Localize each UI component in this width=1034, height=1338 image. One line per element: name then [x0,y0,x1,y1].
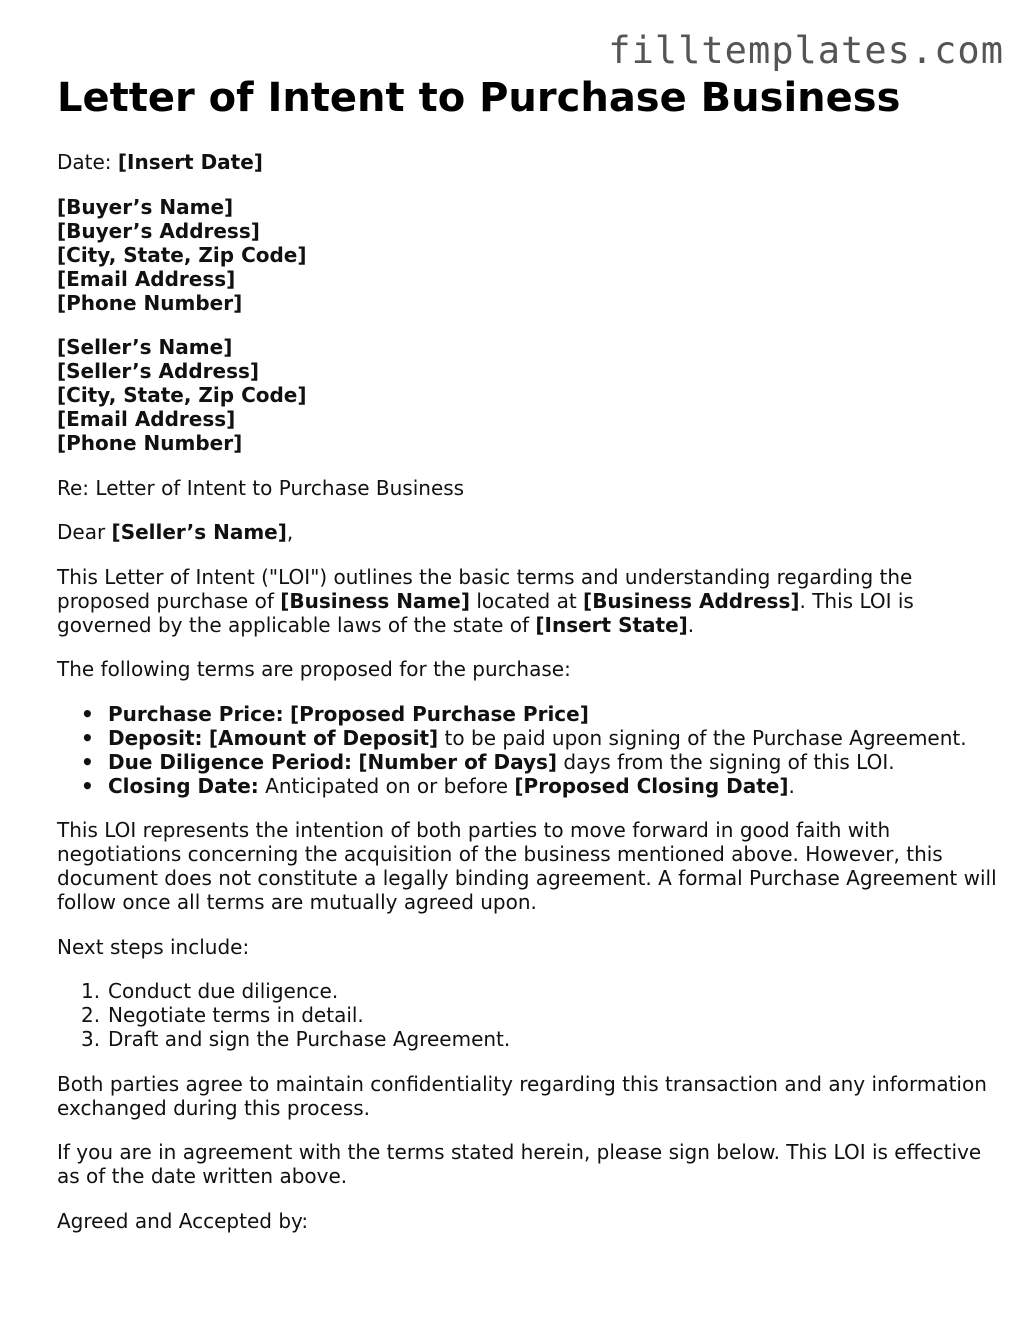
watermark: filltemplates.com [608,29,1004,72]
seller-phone: [Phone Number] [57,431,243,455]
next-steps-intro: Next steps include: [57,934,250,959]
intro-paragraph [57,565,997,637]
term-label: Deposit: [108,725,203,750]
business-address-placeholder: [Business Address] [583,588,800,613]
seller-email: [Email Address] [57,407,236,431]
list-item [81,749,997,774]
intro-text-4: . [687,612,695,637]
list-item [81,773,997,798]
salutation-name: [Seller’s Name] [111,520,287,544]
buyer-phone: [Phone Number] [57,290,243,315]
step-text: Conduct due diligence. [108,979,339,1003]
buyer-address: [Buyer’s Address] [57,218,260,243]
step-number: 3. [81,1027,101,1051]
bullet-icon: • [81,749,94,774]
document-title: Letter of Intent to Purchase Business [57,75,901,121]
list-item [81,979,997,1003]
date-label: Date: [57,150,118,174]
list-item [81,701,997,726]
seller-city: [City, State, Zip Code] [57,383,307,407]
terms-list [57,702,997,798]
bullet-icon: • [81,725,94,750]
agreed-by-line: Agreed and Accepted by: [57,1208,309,1233]
re-line: Re: Letter of Intent to Purchase Business [57,475,465,500]
term-placeholder: [Number of Days] [358,749,558,774]
buyer-email: [Email Address] [57,266,236,291]
intro-text-3: . This LOI is governed by the applicable laws of the state of [57,588,914,637]
bullet-icon: • [81,701,94,726]
step-text: Draft and sign the Purchase Agreement. [108,1027,511,1051]
step-text: Negotiate terms in detail. [108,1003,364,1027]
list-item [81,725,997,750]
list-item [81,1003,997,1027]
buyer-name: [Buyer’s Name] [57,194,234,219]
document-page [57,74,997,1233]
term-placeholder: [Amount of Deposit] [208,725,439,750]
seller-block [57,335,997,455]
confidentiality-paragraph: Both parties agree to maintain confidentiality regarding this transaction and any information exchanged during this process. [57,1071,987,1120]
term-text: Anticipated on or before [258,773,515,798]
term-text-end: . [788,773,795,798]
bullet-icon: • [81,773,94,798]
salutation-suffix: , [286,520,294,544]
intro-text-2: located at [469,588,584,613]
term-text: days from the signing of this LOI. [557,749,895,774]
term-label: Purchase Price: [108,701,284,726]
date-placeholder: [Insert Date] [117,150,263,174]
salutation-prefix: Dear [57,520,112,544]
salutation [57,520,997,544]
agreement-paragraph: If you are in agreement with the terms stated herein, please sign below. This LOI is effective as of the date written above. [57,1140,982,1188]
intro-text-1: This Letter of Intent ("LOI") outlines the basic terms and understanding regarding the proposed purchase of [57,564,913,613]
intention-paragraph: This LOI represents the intention of both parties to move forward in good faith with negotiations concerning the acquisition of the business mentioned above. However, this document does not constitute a legally binding agreement. A formal Purchase Agreement will follow once all terms are mutually agreed upon. [57,818,997,914]
terms-intro: The following terms are proposed for the purchase: [57,657,571,681]
term-placeholder: [Proposed Closing Date] [514,773,789,798]
term-placeholder: [Proposed Purchase Price] [289,701,589,726]
list-item [81,1027,997,1051]
term-text: to be paid upon signing of the Purchase Agreement. [438,725,967,750]
term-label: Due Diligence Period: [108,749,353,774]
term-label: Closing Date: [108,773,259,798]
step-number: 2. [81,1003,101,1027]
step-number: 1. [81,979,101,1003]
buyer-block [57,195,997,315]
seller-name: [Seller’s Name] [57,335,233,359]
seller-address: [Seller’s Address] [57,359,260,383]
document-body [57,150,997,1233]
date-line [57,150,997,174]
buyer-city: [City, State, Zip Code] [57,242,307,267]
business-name-placeholder: [Business Name] [280,588,470,613]
next-steps-list [57,979,997,1051]
state-placeholder: [Insert State] [535,612,688,637]
